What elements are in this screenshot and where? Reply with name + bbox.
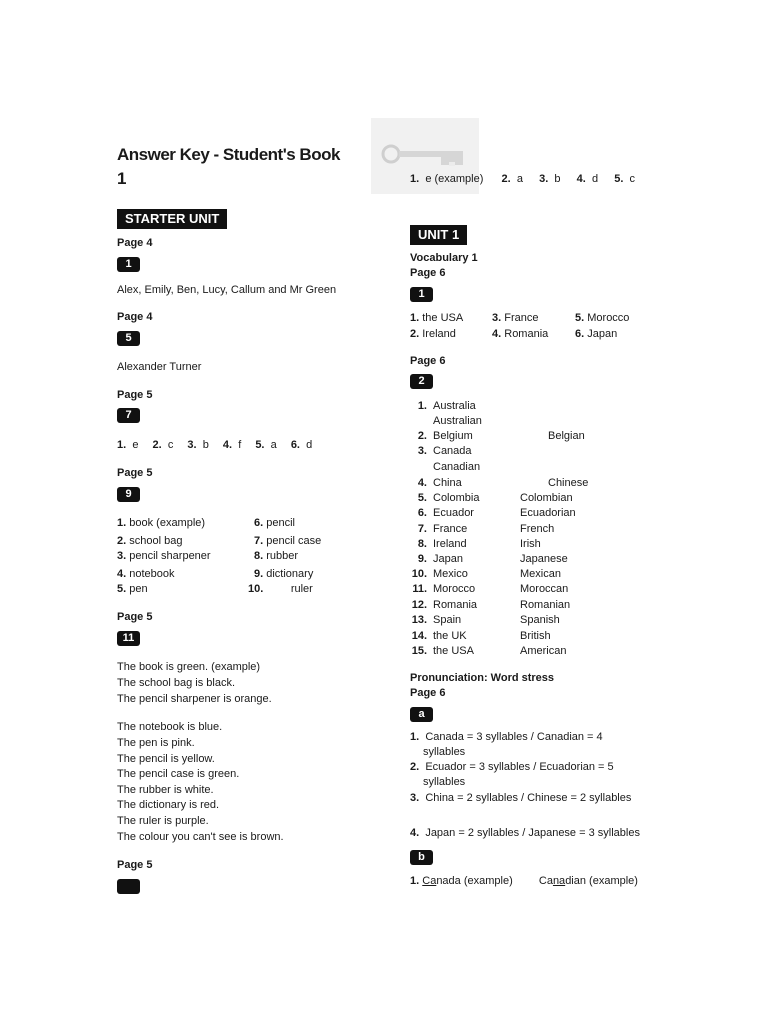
unit-1-banner: UNIT 1 <box>410 225 467 245</box>
row-number: 11. <box>412 583 427 595</box>
sentence-line: The dictionary is red. <box>117 799 220 811</box>
nationality-cell: Japanese <box>520 553 568 565</box>
list-item: 2. Ireland <box>410 328 456 340</box>
answer-line: 2. Ecuador = 3 syllables / Ecuadorian = 5 <box>410 761 614 773</box>
document-title <box>117 143 340 191</box>
list-item: 2. school bag <box>117 535 183 547</box>
title-line-1: Answer Key - Student's Book <box>117 145 340 164</box>
answer-line-wrap: syllables <box>423 776 466 788</box>
sentence-line: The pencil sharpener is orange. <box>117 693 272 705</box>
nationality-cell: American <box>520 645 567 657</box>
answer-item: 2. a <box>501 173 523 185</box>
row-number: 7. <box>417 523 427 535</box>
answer-item: 3. b <box>187 439 209 451</box>
row-number: 9. <box>417 553 427 565</box>
list-item: 10. ruler <box>248 583 313 595</box>
answer-item: 4. d <box>576 173 599 185</box>
nationality-cell: Ecuadorian <box>520 507 576 519</box>
sentence-line: The notebook is blue. <box>117 721 223 733</box>
answer-item: 1. e (example) <box>410 173 484 185</box>
sentence-line: The colour you can't see is brown. <box>117 831 284 843</box>
country-cell: Japan <box>433 553 463 565</box>
list-item: 4. Romania <box>492 328 549 340</box>
title-line-2: 1 <box>117 169 126 188</box>
section-heading: Pronunciation: Word stress <box>410 672 555 684</box>
row-number: 13. <box>411 614 427 626</box>
country-cell: the UK <box>433 630 467 642</box>
list-item: 5. pen <box>117 583 148 595</box>
page-label: Page 5 <box>117 611 153 623</box>
exercise-badge: 2 <box>410 374 433 389</box>
row-number: 8. <box>417 538 427 550</box>
nationality-cell: Australian <box>433 415 482 427</box>
page-label: Page 4 <box>117 311 153 323</box>
list-item: 3. France <box>492 312 539 324</box>
list-item: 6. Japan <box>575 328 618 340</box>
list-item: 5. Morocco <box>575 312 630 324</box>
row-number: 15. <box>411 645 427 657</box>
answer-item: 1. e <box>117 439 139 451</box>
country-cell: Belgium <box>433 430 473 442</box>
answer-item: 5. c <box>614 173 636 185</box>
sentence-line: The pencil case is green. <box>117 768 240 780</box>
list-item: 4. notebook <box>117 568 175 580</box>
sentence-line: The pen is pink. <box>117 737 195 749</box>
nationality-cell: Romanian <box>520 599 571 611</box>
answer-item: 3. b <box>539 173 561 185</box>
nationality-cell: Mexican <box>520 568 561 580</box>
answer-text: Alex, Emily, Ben, Lucy, Callum and Mr Green <box>117 284 337 296</box>
nationality-cell: Spanish <box>520 614 560 626</box>
sentence-line: The school bag is black. <box>117 677 236 689</box>
exercise-badge: b <box>410 850 433 865</box>
country-cell: Ecuador <box>433 507 474 519</box>
page-label: Page 6 <box>410 267 446 279</box>
exercise-badge: 5 <box>117 331 140 346</box>
intro-answers <box>410 172 635 187</box>
nationality-cell: British <box>520 630 551 642</box>
country-cell: Spain <box>433 614 462 626</box>
exercise-badge: 9 <box>117 487 140 502</box>
list-item: 9. dictionary <box>254 568 314 580</box>
nationality-cell: Canadian <box>433 461 481 473</box>
row-number: 6. <box>417 507 427 519</box>
page-label: Page 5 <box>117 467 153 479</box>
country-cell: the USA <box>433 645 474 657</box>
row-number: 2. <box>417 430 427 442</box>
stress-answer-line: 1. Canada (example) Canadian (example) <box>410 875 638 887</box>
answer-row <box>117 438 312 453</box>
exercise-badge: 11 <box>117 631 140 646</box>
nationality-cell: Chinese <box>548 477 589 489</box>
country-cell: Canada <box>433 445 472 457</box>
country-cell: Colombia <box>433 492 480 504</box>
list-item: 6. pencil <box>254 517 295 529</box>
list-item: 8. rubber <box>254 550 299 562</box>
country-cell: Australia <box>433 400 476 412</box>
exercise-badge <box>117 879 140 894</box>
page-label: Page 4 <box>117 237 153 249</box>
exercise-badge: 7 <box>117 408 140 423</box>
exercise-badge: a <box>410 707 433 722</box>
answer-line: 1. Canada = 3 syllables / Canadian = 4 <box>410 731 603 743</box>
answer-item: 5. a <box>255 439 277 451</box>
country-cell: France <box>433 523 468 535</box>
sentence-line: The rubber is white. <box>117 784 214 796</box>
country-cell: Mexico <box>433 568 468 580</box>
list-item: 1. the USA <box>410 312 464 324</box>
answer-line: 3. China = 2 syllables / Chinese = 2 syllables <box>410 792 632 804</box>
answer-text: Alexander Turner <box>117 361 202 373</box>
row-number: 4. <box>417 477 427 489</box>
page-label: Page 6 <box>410 687 446 699</box>
country-cell: China <box>433 477 462 489</box>
section-heading: Vocabulary 1 <box>410 252 478 264</box>
nationality-cell: Irish <box>520 538 541 550</box>
answer-line: 4. Japan = 2 syllables / Japanese = 3 syllables <box>410 827 640 839</box>
row-number: 3. <box>417 445 427 457</box>
nationality-cell: Colombian <box>520 492 573 504</box>
answer-item: 6. d <box>290 439 313 451</box>
starter-unit-banner: STARTER UNIT <box>117 209 227 229</box>
list-item: 1. book (example) <box>117 517 206 529</box>
page-label: Page 5 <box>117 389 153 401</box>
sentence-line: The book is green. (example) <box>117 661 261 673</box>
row-number: 5. <box>417 492 427 504</box>
answer-item: 4. f <box>222 439 242 451</box>
row-number: 10. <box>411 568 427 580</box>
exercise-badge: 1 <box>117 257 140 272</box>
nationality-cell: French <box>520 523 555 535</box>
page-label: Page 6 <box>410 355 446 367</box>
page-label: Page 5 <box>117 859 153 871</box>
answer-line-wrap: syllables <box>423 746 466 758</box>
country-cell: Morocco <box>433 583 476 595</box>
nationality-cell: Belgian <box>548 430 585 442</box>
row-number: 12. <box>411 599 427 611</box>
nationality-cell: Moroccan <box>520 583 569 595</box>
answer-item: 2. c <box>152 439 174 451</box>
row-number: 14. <box>411 630 427 642</box>
list-item: 7. pencil case <box>254 535 322 547</box>
country-cell: Romania <box>433 599 478 611</box>
country-cell: Ireland <box>433 538 467 550</box>
row-number: 1. <box>417 400 427 412</box>
exercise-badge: 1 <box>410 287 433 302</box>
list-item: 3. pencil sharpener <box>117 550 211 562</box>
sentence-line: The ruler is purple. <box>117 815 209 827</box>
sentence-line: The pencil is yellow. <box>117 753 215 765</box>
